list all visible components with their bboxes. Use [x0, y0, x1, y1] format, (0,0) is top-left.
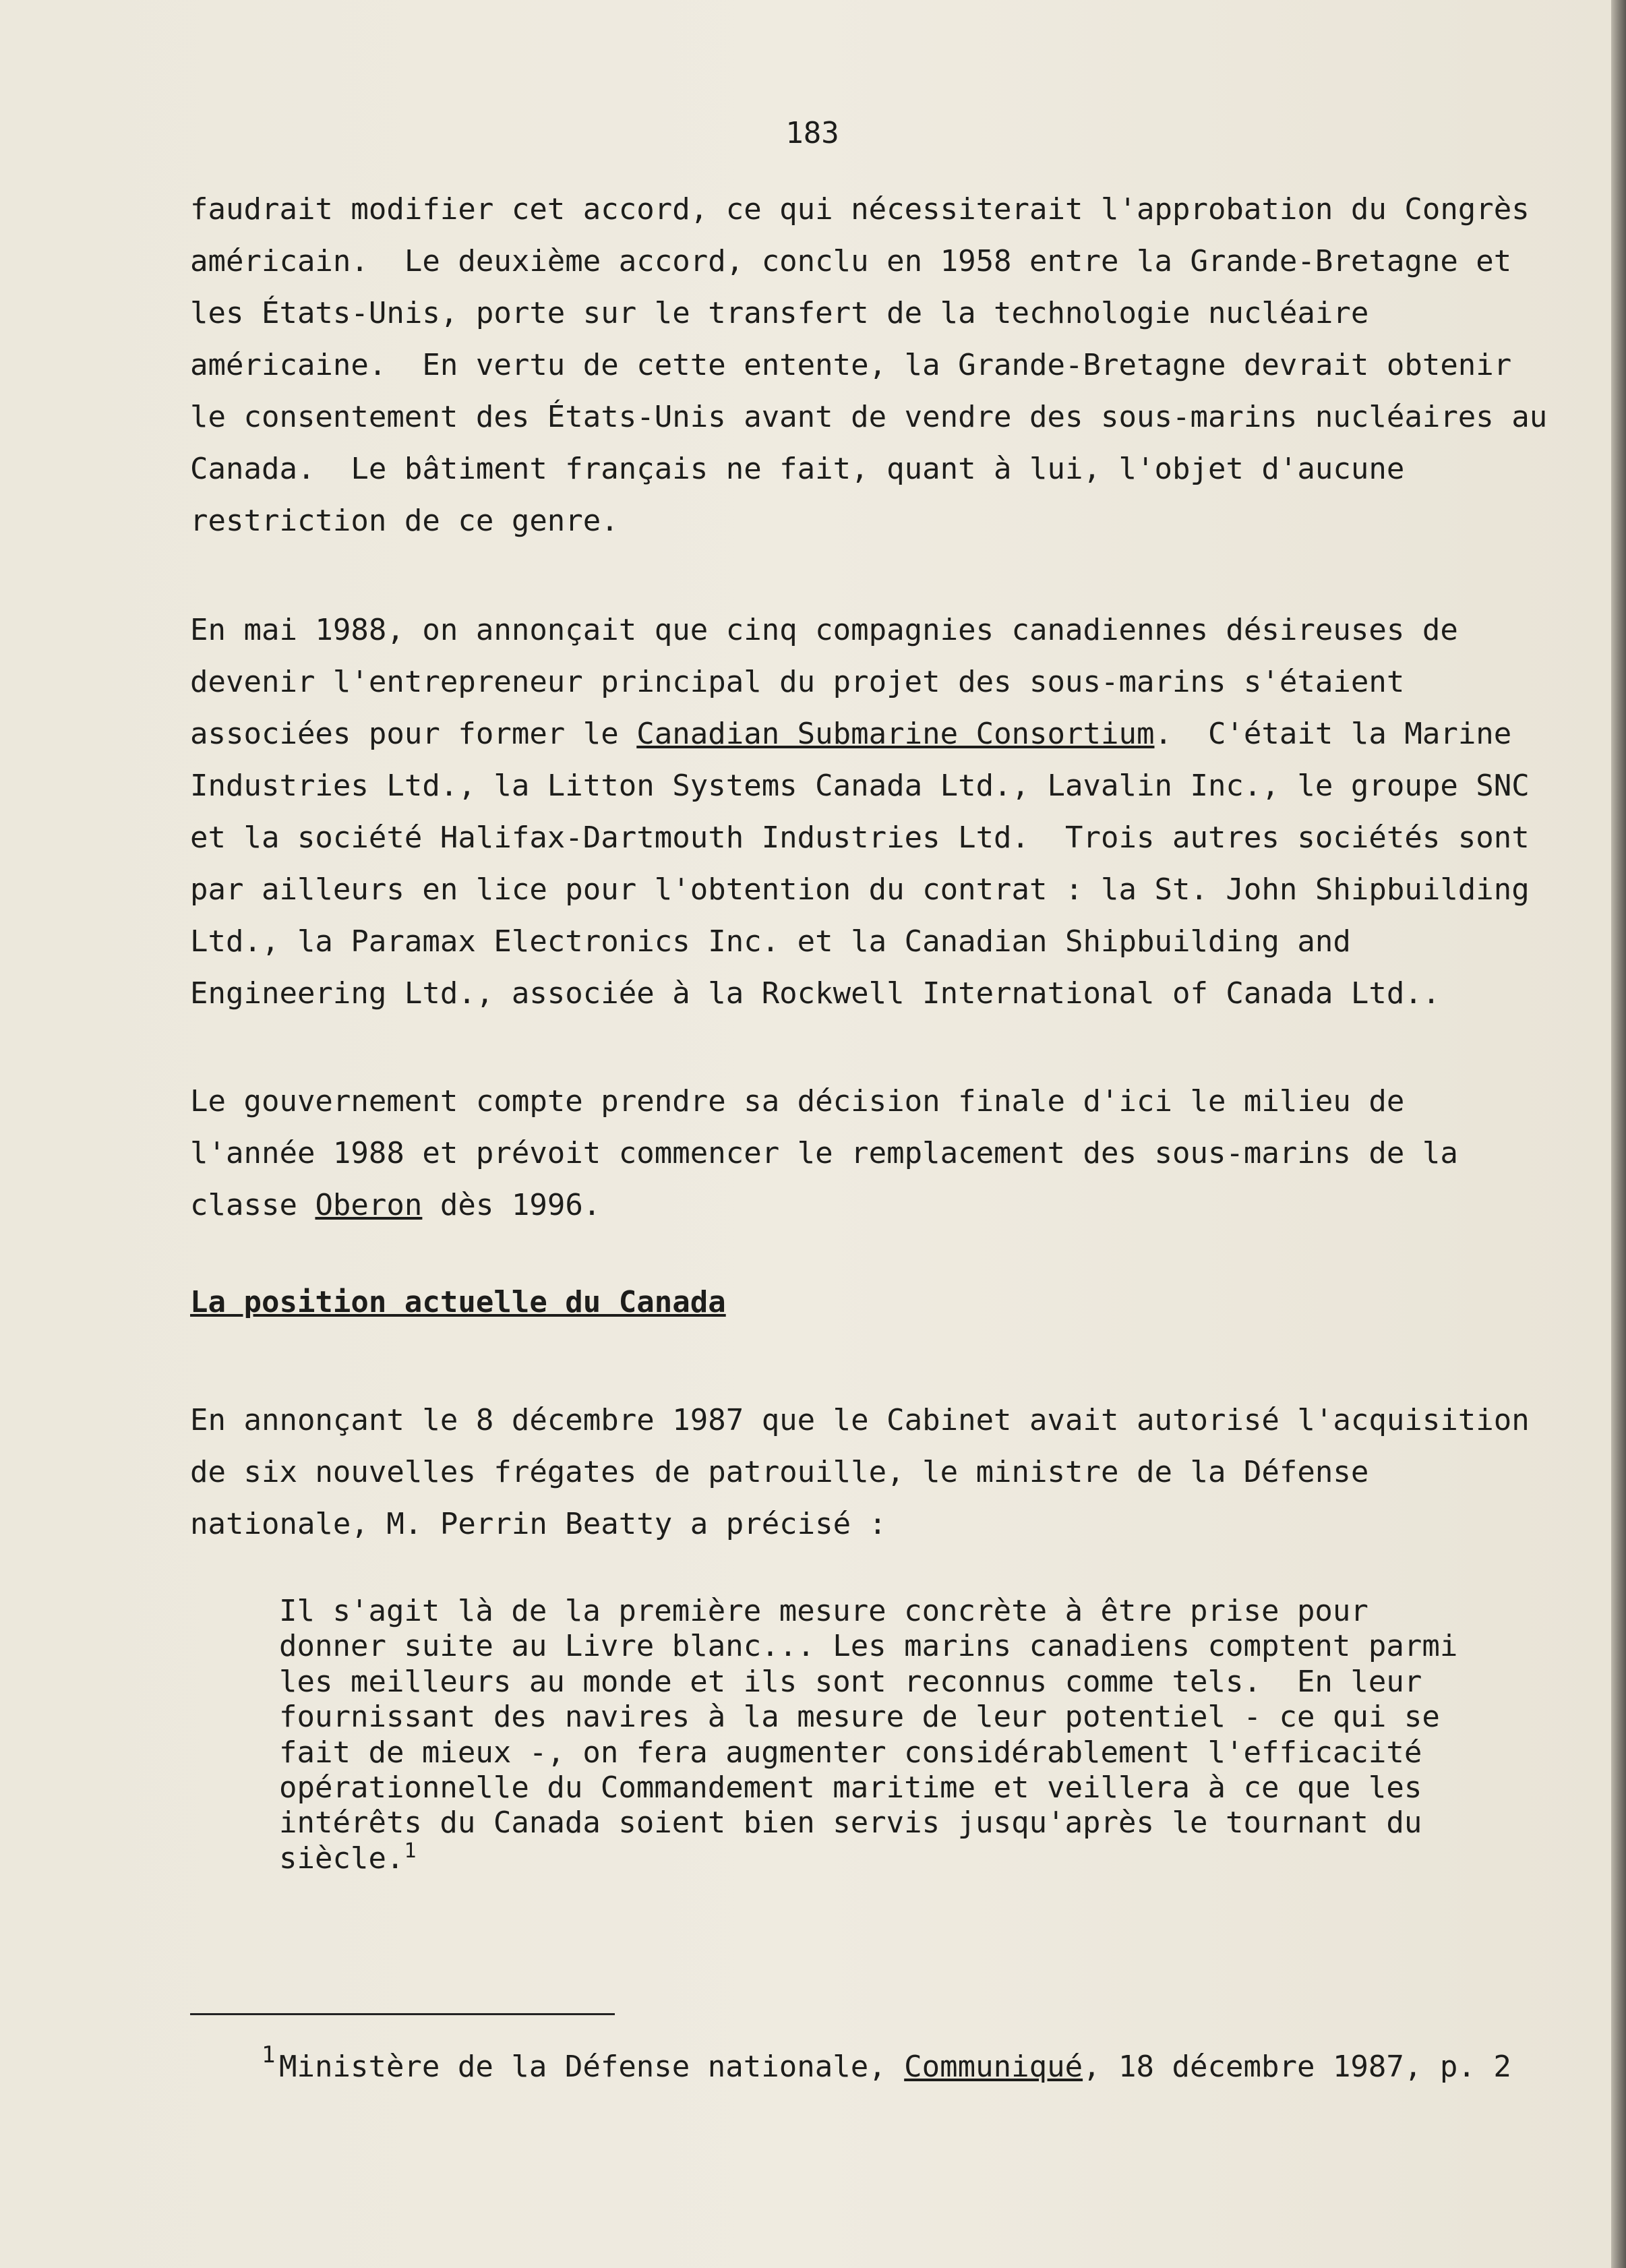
quote-line: intérêts du Canada soient bien servis jusqu'après le tournant du: [279, 1806, 1422, 1841]
quote-line: fournissant des navires à la mesure de leur potentiel - ce qui se: [279, 1700, 1440, 1735]
text-line: En mai 1988, on annonçait que cinq compagnies canadiennes désireuses de: [190, 613, 1458, 647]
text-line: par ailleurs en lice pour l'obtention du contrat : la St. John Shipbuilding: [190, 872, 1530, 907]
block-quote: [279, 1594, 1457, 1880]
oberon-class-name: Oberon: [315, 1188, 423, 1222]
paragraph-accords: [190, 183, 1548, 547]
page-number: 183: [785, 116, 839, 150]
quote-line: donner suite au Livre blanc... Les marins canadiens comptent parmi: [279, 1629, 1458, 1664]
text-line: Ltd., la Paramax Electronics Inc. et la Canadian Shipbuilding and: [190, 924, 1351, 959]
footnote-text: , 18 décembre 1987, p. 2: [1083, 2050, 1511, 2084]
text-line: devenir l'entrepreneur principal du projet des sous-marins s'étaient: [190, 665, 1405, 699]
footnote-number: 1: [262, 2041, 276, 2068]
footnote: [262, 2041, 1511, 2084]
page-edge-shadow: [1611, 0, 1626, 2268]
paragraph-consortium: [190, 604, 1538, 1019]
text-line: Canada. Le bâtiment français ne fait, quant à lui, l'objet d'aucune: [190, 452, 1405, 486]
text-line: classe: [190, 1188, 315, 1222]
section-heading: La position actuelle du Canada: [190, 1285, 726, 1319]
text-line: Industries Ltd., la Litton Systems Canada Ltd., Lavalin Inc., le groupe SNC: [190, 769, 1530, 803]
paragraph-announcement: [190, 1394, 1538, 1550]
text-line: de six nouvelles frégates de patrouille, le ministre de la Défense: [190, 1455, 1369, 1489]
paragraph-decision: [190, 1075, 1538, 1231]
footnote-divider: [190, 2013, 615, 2015]
text-line: américain. Le deuxième accord, conclu en 1958 entre la Grande-Bretagne et: [190, 244, 1512, 278]
text-line: Engineering Ltd., associée à la Rockwell International of Canada Ltd..: [190, 976, 1441, 1011]
text-line: les États-Unis, porte sur le transfert de la technologie nucléaire: [190, 296, 1369, 330]
footnote-text: Ministère de la Défense nationale,: [279, 2050, 905, 2084]
text-line: dès 1996.: [422, 1188, 601, 1222]
communique-title: Communiqué: [904, 2050, 1083, 2084]
text-line: et la société Halifax-Dartmouth Industries Ltd. Trois autres sociétés sont: [190, 820, 1530, 855]
quote-line: opérationnelle du Commandement maritime et veillera à ce que les: [279, 1770, 1422, 1806]
text-line: restriction de ce genre.: [190, 504, 619, 538]
text-line: l'année 1988 et prévoit commencer le remplacement des sous-marins de la: [190, 1136, 1458, 1170]
text-line: faudrait modifier cet accord, ce qui nécessiterait l'approbation du Congrès: [190, 192, 1530, 227]
text-line: le consentement des États-Unis avant de vendre des sous-marins nucléaires au: [190, 400, 1548, 434]
footnote-reference[interactable]: 1: [404, 1839, 417, 1863]
consortium-name: Canadian Submarine Consortium: [636, 717, 1155, 751]
quote-line: fait de mieux -, on fera augmenter considérablement l'efficacité: [279, 1735, 1422, 1770]
text-line: associées pour former le: [190, 717, 637, 751]
text-line: nationale, M. Perrin Beatty a précisé :: [190, 1507, 887, 1541]
text-line: américaine. En vertu de cette entente, la Grande-Bretagne devrait obtenir: [190, 348, 1512, 382]
quote-line: Il s'agit là de la première mesure concrète à être prise pour: [279, 1594, 1368, 1628]
text-line: En annonçant le 8 décembre 1987 que le Cabinet avait autorisé l'acquisition: [190, 1403, 1530, 1437]
quote-line: les meilleurs au monde et ils sont reconnus comme tels. En leur: [279, 1664, 1422, 1699]
text-line: Le gouvernement compte prendre sa décision finale d'ici le milieu de: [190, 1084, 1405, 1118]
text-line: . C'était la Marine: [1154, 717, 1512, 751]
quote-line: siècle.: [279, 1841, 404, 1876]
